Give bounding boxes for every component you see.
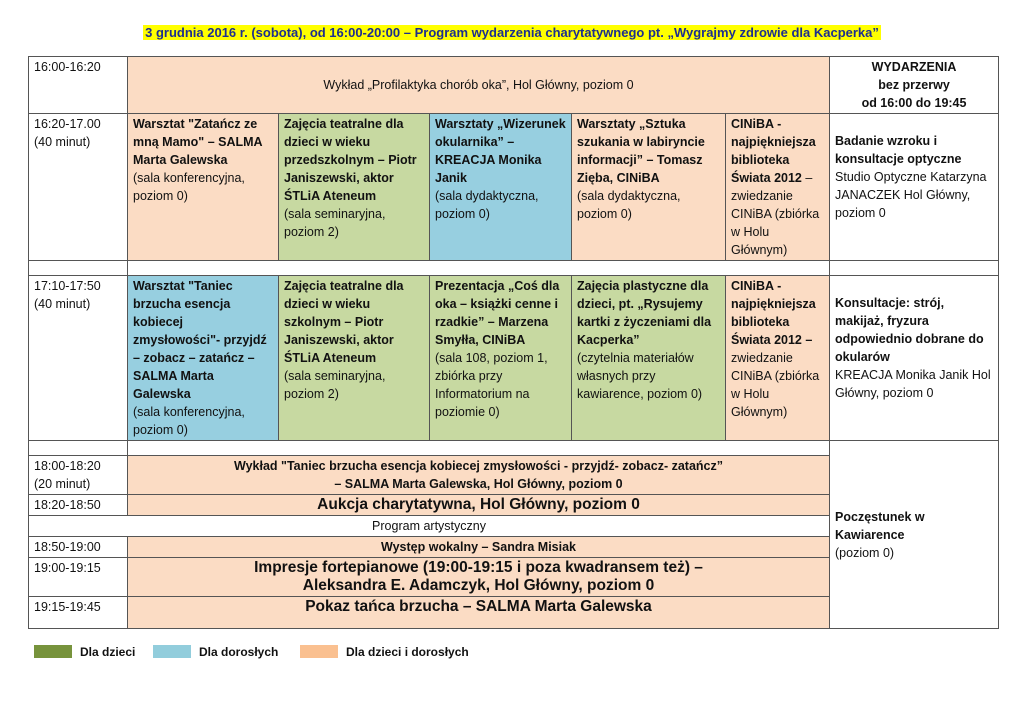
workshop-cell: Zajęcia teatralne dla dzieci w wieku przedszkolnym – Piotr Janiszewski, aktor ŚTLiA Ateneum (sala seminaryjna, poziom 2) xyxy=(279,114,430,261)
time-cell: 18:50-19:00 xyxy=(29,537,128,558)
workshop-cell: Warsztat "Zatańcz ze mną Mamo" – SALMA Marta Galewska (sala konferencyjna, poziom 0) xyxy=(128,114,279,261)
green-swatch-icon xyxy=(34,645,72,658)
refreshments-cell: Poczęstunek w Kawiarence (poziom 0) xyxy=(830,441,999,629)
page-title: 3 grudnia 2016 r. (sobota), od 16:00-20:00 – Program wydarzenia charytatywnego pt. „Wygrajmy zdrowie dla Kacperka” xyxy=(145,25,879,40)
legend-item-adults: Dla dorosłych xyxy=(153,645,278,659)
spacer-row xyxy=(29,441,999,456)
time-cell: 18:00-18:20 (20 minut) xyxy=(29,456,128,495)
event-cell: Impresje fortepianowe (19:00-19:15 i poza kwadransem też) – Aleksandra E. Adamczyk, Hol Główny, poziom 0 xyxy=(128,558,830,597)
schedule-table xyxy=(28,56,999,629)
blue-swatch-icon xyxy=(153,645,191,658)
workshop-cell: CINiBA - najpiękniejsza biblioteka Świata 2012 – zwiedzanie CINiBA (zbiórka w Holu Głównym) xyxy=(726,276,830,441)
table-row xyxy=(29,57,999,114)
event-cell: Aukcja charytatywna, Hol Główny, poziom 0 xyxy=(128,495,830,516)
time-cell: 19:00-19:15 xyxy=(29,558,128,597)
event-cell: Pokaz tańca brzucha – SALMA Marta Galewska xyxy=(128,597,830,629)
table-row xyxy=(29,114,999,261)
time-cell: 16:20-17.00 (40 minut) xyxy=(29,114,128,261)
workshop-cell: Warsztat "Taniec brzucha esencja kobiecej zmysłowości"- przyjdź – zobacz – zatańcz – SALMA Marta Galewska (sala konferencyjna, poziom 0) xyxy=(128,276,279,441)
workshop-cell: Zajęcia teatralne dla dzieci w wieku szkolnym – Piotr Janiszewski, aktor ŚTLiA Ateneum (sala seminaryjna, poziom 2) xyxy=(279,276,430,441)
legend-item-children: Dla dzieci xyxy=(34,645,135,659)
workshop-cell: CINiBA - najpiękniejsza biblioteka Świata 2012 – zwiedzanie CINiBA (zbiórka w Holu Głównym) xyxy=(726,114,830,261)
events-nonstop-cell: WYDARZENIA bez przerwy od 16:00 do 19:45 xyxy=(830,57,999,114)
side-info-cell: Konsultacje: strój, makijaż, fryzura odpowiednio dobrane do okularów KREACJA Monika Janik Hol Główny, poziom 0 xyxy=(830,276,999,441)
event-cell: Występ wokalny – Sandra Misiak xyxy=(128,537,830,558)
workshop-cell: Warsztaty „Sztuka szukania w labiryncie informacji” – Tomasz Zięba, CINiBA (sala dydaktyczna, poziom 0) xyxy=(572,114,726,261)
event-cell: Wykład "Taniec brzucha esencja kobiecej zmysłowości - przyjdź- zobacz- zatańcz” – SALMA Marta Galewska, Hol Główny, poziom 0 xyxy=(128,456,830,495)
spacer-row xyxy=(29,261,999,276)
time-cell: 17:10-17:50 (40 minut) xyxy=(29,276,128,441)
table-row xyxy=(29,276,999,441)
legend-item-both: Dla dzieci i dorosłych xyxy=(300,645,469,659)
workshop-cell: Warsztaty „Wizerunek okularnika” – KREACJA Monika Janik (sala dydaktyczna, poziom 0) xyxy=(430,114,572,261)
time-cell: 18:20-18:50 xyxy=(29,495,128,516)
time-cell: 19:15-19:45 xyxy=(29,597,128,629)
event-cell: Wykład „Profilaktyka chorób oka”, Hol Główny, poziom 0 xyxy=(128,57,830,114)
workshop-cell: Zajęcia plastyczne dla dzieci, pt. „Rysujemy kartki z życzeniami dla Kacperka” (czytelnia materiałów własnych przy kawiarence, poziom 0) xyxy=(572,276,726,441)
workshop-cell: Prezentacja „Coś dla oka – książki cenne i rzadkie” – Marzena Smyłła, CINiBA (sala 108, poziom 1, zbiórka przy Informatorium na poziomie 0) xyxy=(430,276,572,441)
side-info-cell: Badanie wzroku i konsultacje optyczne Studio Optyczne Katarzyna JANACZEK Hol Główny, poziom 0 xyxy=(830,114,999,261)
peach-swatch-icon xyxy=(300,645,338,658)
time-cell: 16:00-16:20 xyxy=(29,57,128,114)
section-label: Program artystyczny xyxy=(29,516,830,537)
